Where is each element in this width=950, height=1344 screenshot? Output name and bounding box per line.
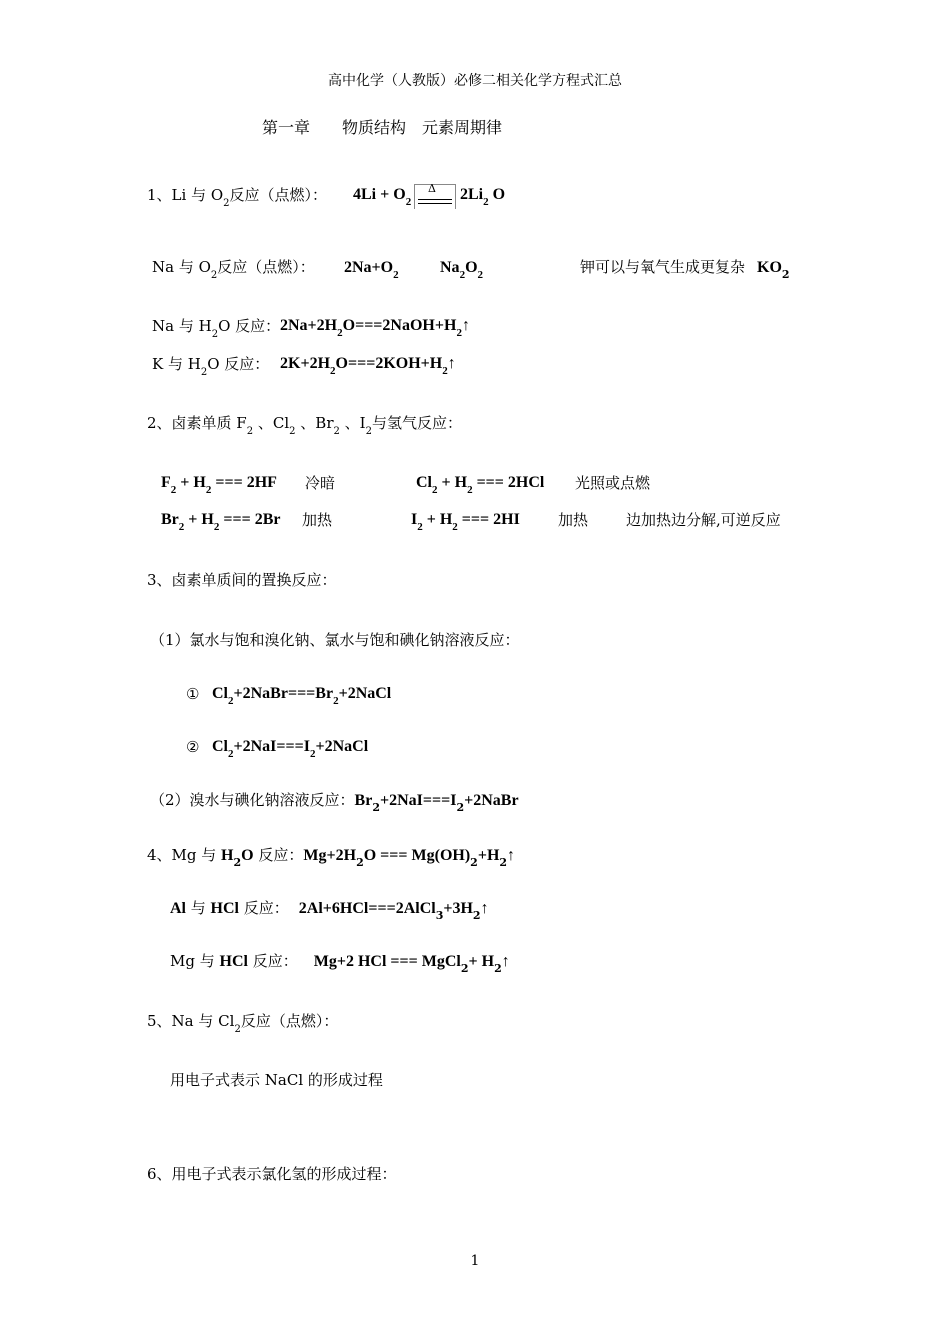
cl2-h2-equation: $Cl_2 + H_2$ === 2HCl [416, 474, 545, 496]
circled-1: ① [186, 685, 200, 703]
cl2-nai-equation: $Cl_2+2NaI===I_2+2NaCl$ [212, 738, 369, 760]
gas-arrow-icon: ↑ [507, 847, 516, 864]
k-h2o-equation: $2K+2H_2O===2KOH+H_2↑$ [280, 355, 456, 377]
mg-h2o-line: 4、Mg 与 $H_2O$ 反应：$Mg+2H_2O$ === $Mg(OH)_2+H_2↑$ [147, 846, 516, 869]
gas-arrow-icon: ↑ [461, 317, 470, 334]
na-o2-reactants: $2Na+O_2$ [344, 259, 399, 281]
li-o2-equation-reactants: $4Li + O_2$ [353, 186, 412, 208]
li-o2-equation-product: $2Li_2$ O [460, 186, 506, 208]
na-cl2-label: 5、Na 与 $Cl_2$反应（点燃）： [147, 1012, 339, 1035]
gas-arrow-icon: ↑ [447, 355, 456, 372]
f2-condition: 冷暗 [305, 474, 336, 492]
displacement-part1: （1）氯水与饱和溴化钠、氯水与饱和碘化钠溶液反应： [150, 631, 520, 649]
equals-line-bottom [418, 203, 452, 204]
halogen-hydrogen-title: 2、卤素单质 $F_2$ 、$Cl_2$ 、$Br_2$ 、$I_2$与氢气反应： [147, 414, 462, 437]
mg-hcl-line: Mg 与 HCl 反应： Mg+2 HCl === MgCl$_2$+ $H_2↑$ [170, 952, 510, 975]
gas-arrow-icon: ↑ [501, 953, 510, 970]
potassium-note: 钾可以与氧气生成更复杂 $KO_2$ [580, 258, 790, 281]
nacl-electron-formula: 用电子式表示 NaCl 的形成过程 [170, 1071, 383, 1089]
delta-symbol: Δ [428, 182, 436, 195]
br2-h2-equation: $Br_2 + H_2$ === 2Br [161, 511, 281, 533]
i2-note: 边加热边分解,可逆反应 [626, 511, 781, 529]
li-o2-label: 1、Li 与 $O_2$反应（点燃）： [147, 186, 328, 209]
al-hcl-line: Al 与 HCl 反应： $2Al+6HCl===2AlCl_3+3H_2↑$ [170, 899, 489, 922]
br2-condition: 加热 [302, 511, 333, 529]
i2-condition: 加热 [558, 511, 589, 529]
cl2-nabr-equation: $Cl_2+2NaBr===Br_2+2NaCl$ [212, 685, 392, 707]
gas-arrow-icon: ↑ [480, 900, 489, 917]
i2-h2-equation: $I_2 + H_2$ === 2HI [411, 511, 520, 533]
heating-condition-mark [414, 184, 456, 209]
cl2-condition: 光照或点燃 [575, 474, 651, 492]
f2-h2-equation: $F_2 + H_2$ === 2HF [161, 474, 277, 496]
na-h2o-equation: $2Na+2H_2O===2NaOH+H_2↑$ [280, 317, 470, 339]
displacement-part2: （2）溴水与碘化钠溶液反应：$Br_2+2NaI===I_2+2NaBr$ [150, 791, 519, 814]
chapter-title: 第一章 物质结构 元素周期律 [262, 118, 503, 137]
circled-2: ② [186, 738, 200, 756]
displacement-title: 3、卤素单质间的置换反应： [147, 571, 337, 589]
na-o2-label: Na 与 $O_2$反应（点燃）： [152, 258, 315, 281]
na-o2-product: $Na_2O_2$ [440, 259, 484, 281]
page-number: 1 [470, 1253, 480, 1269]
hcl-electron-formula-title: 6、用电子式表示氯化氢的形成过程： [147, 1165, 397, 1183]
document-header: 高中化学（人教版）必修二相关化学方程式汇总 [328, 73, 622, 89]
equals-line-top [418, 199, 452, 200]
k-h2o-label: K 与 $H_2O$ 反应： [152, 355, 270, 378]
na-h2o-label: Na 与 $H_2O$ 反应： [152, 317, 281, 340]
